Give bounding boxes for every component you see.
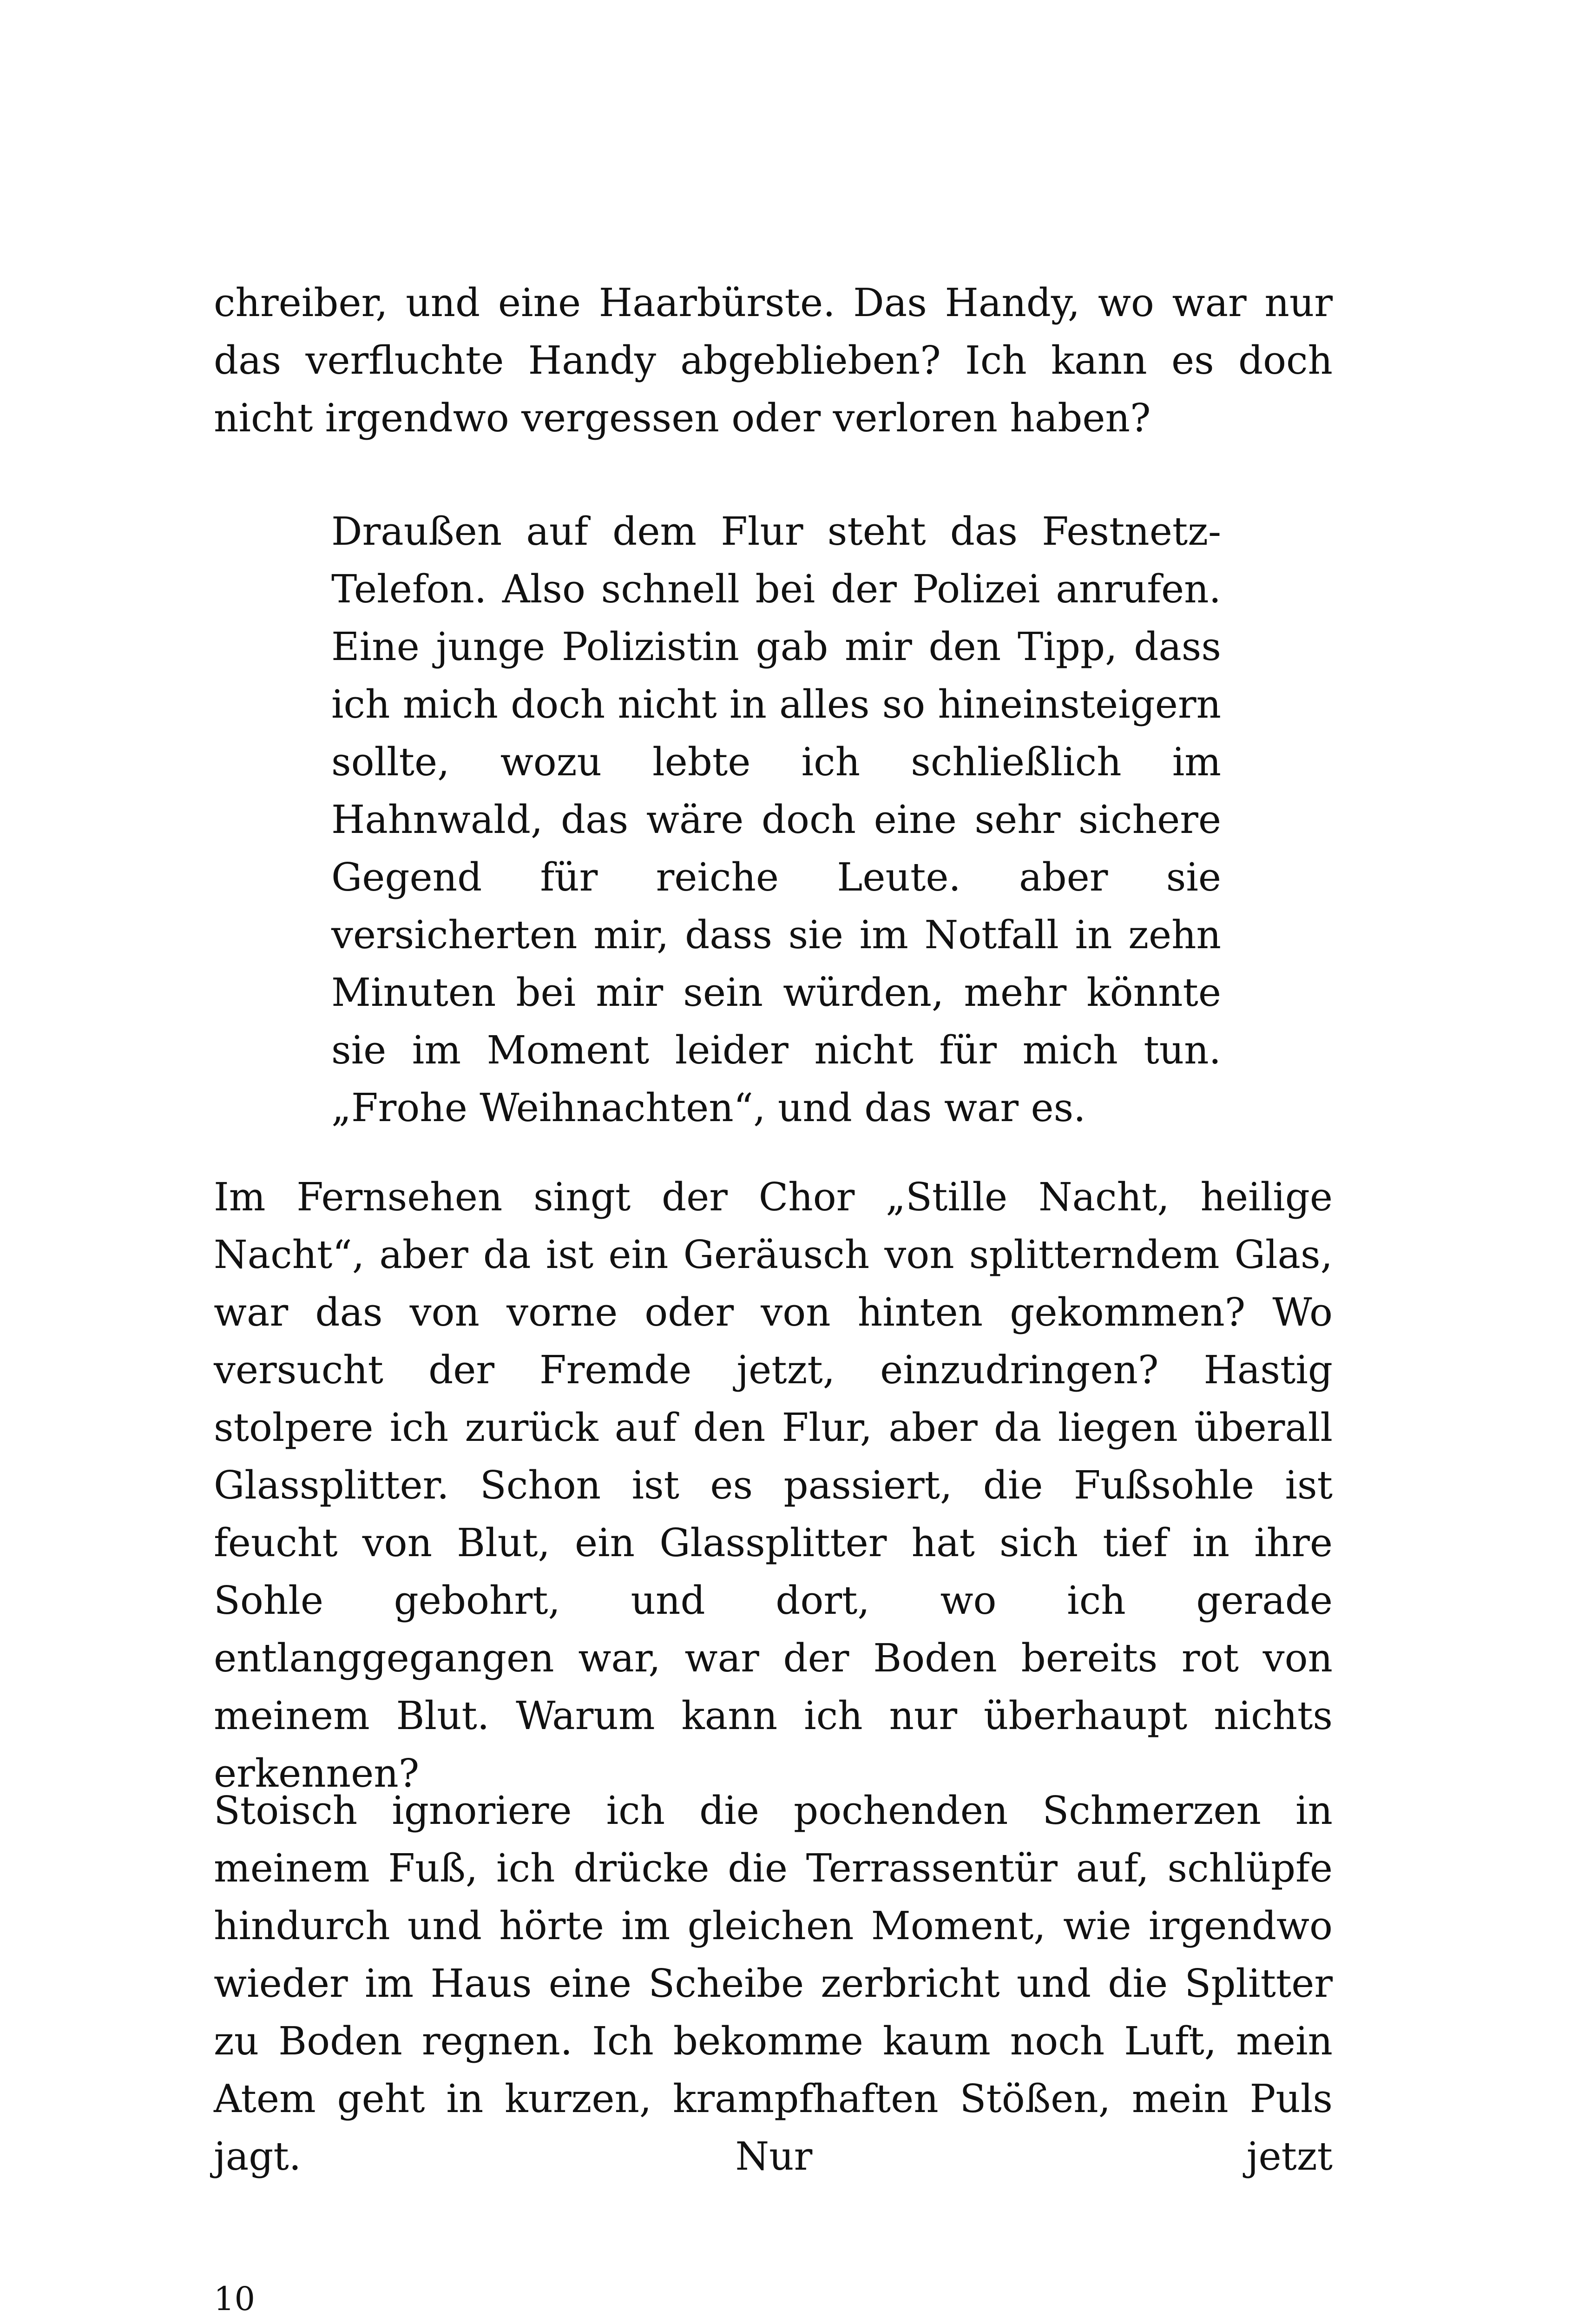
paragraph-2-indented: Draußen auf dem Flur steht das Festnetz-Telefon. Also schnell bei der Polizei anrufen. Eine junge Polizistin gab mir den Tipp, dass ich mich doch nicht in alles so hineinsteigern sollte, wozu lebte ich schließlich im Hahnwald, das wäre doch eine sehr sichere Gegend für reiche Leute. aber sie versicherten mir, dass sie im Notfall in zehn Minuten bei mir sein würden, mehr könnte sie im Moment leider nicht für mich tun. „Frohe Weihnachten“, und das war es.: [331, 509, 1221, 1130]
paragraph-4: Stoisch ignoriere ich die pochenden Schmerzen in meinem Fuß, ich drücke die Terrassentür auf, schlüpfe hindurch und hörte im gleichen Moment, wie irgendwo wieder im Haus eine Scheibe zerbricht und die Splitter zu Boden regnen. Ich bekomme kaum noch Luft, mein Atem geht in kurzen, krampfhaften Stößen, mein Puls jagt. Nur jetzt: [214, 1788, 1333, 2179]
paragraph-3: Im Fernsehen singt der Chor „Stille Nacht, heilige Nacht“, aber da ist ein Geräusch von splitterndem Glas, war das von vorne oder von hinten gekommen? Wo versucht der Fremde jetzt, einzudringen? Hastig stolpere ich zurück auf den Flur, aber da liegen überall Glassplitter. Schon ist es passiert, die Fußsohle ist feucht von Blut, ein Glassplitter hat sich tief in ihre Sohle gebohrt, und dort, wo ich gerade entlanggegangen war, war der Boden bereits rot von meinem Blut. Warum kann ich nur überhaupt nichts erkennen?: [214, 1175, 1333, 1796]
paragraph-1: chreiber, und eine Haarbürste. Das Handy, wo war nur das verfluchte Handy abgeblieben? Ich kann es doch nicht irgendwo vergessen oder verloren haben?: [214, 280, 1333, 441]
page-number: 10: [214, 2280, 256, 2318]
